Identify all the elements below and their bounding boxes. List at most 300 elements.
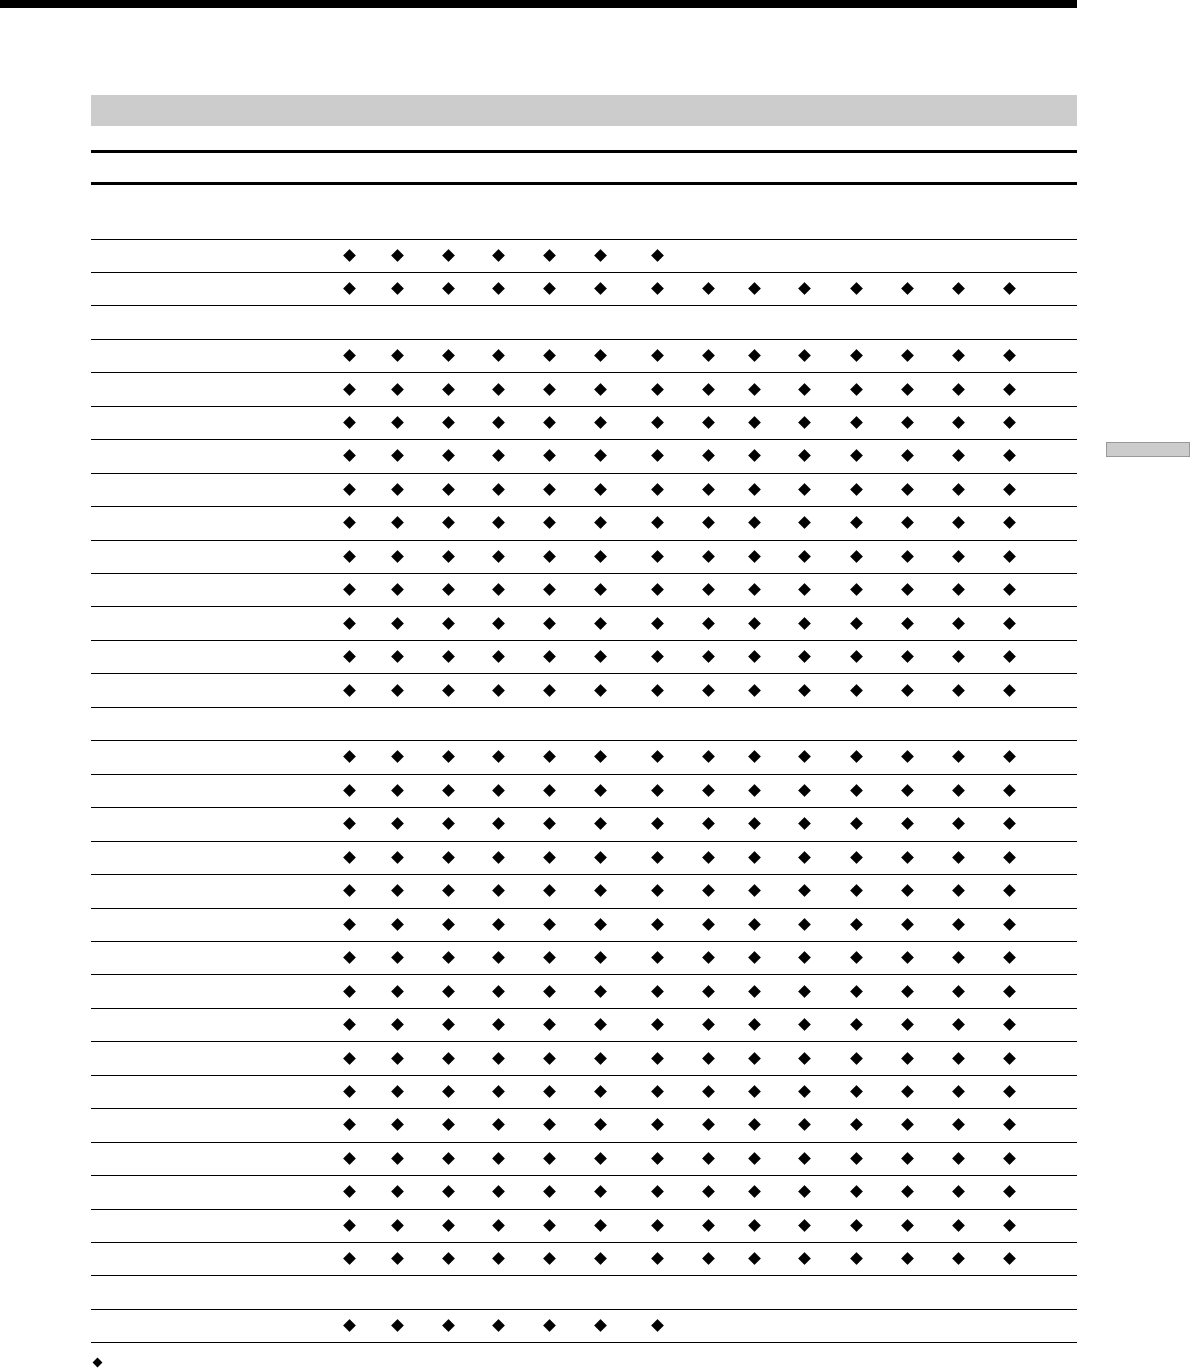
diamond-icon: [543, 249, 556, 262]
diamond-icon: [952, 951, 965, 964]
diamond-icon: [748, 416, 761, 429]
diamond-icon: [798, 282, 811, 295]
diamond-icon: [651, 784, 664, 797]
diamond-icon: [442, 684, 455, 697]
diamond-icon: [702, 851, 715, 864]
diamond-icon: [702, 918, 715, 931]
diamond-icon: [651, 383, 664, 396]
diamond-icon: [748, 750, 761, 763]
diamond-icon: [543, 817, 556, 830]
diamond-icon: [952, 550, 965, 563]
diamond-icon: [748, 951, 761, 964]
diamond-icon: [651, 951, 664, 964]
diamond-icon: [343, 851, 356, 864]
diamond-icon: [702, 282, 715, 295]
diamond-icon: [748, 817, 761, 830]
row-divider: [91, 1041, 1077, 1042]
diamond-icon: [748, 617, 761, 630]
diamond-icon: [594, 684, 607, 697]
diamond-icon: [492, 784, 505, 797]
diamond-icon: [798, 1085, 811, 1098]
diamond-icon: [442, 483, 455, 496]
diamond-icon: [391, 817, 404, 830]
diamond-icon: [442, 1185, 455, 1198]
diamond-icon: [748, 1219, 761, 1232]
diamond-icon: [492, 449, 505, 462]
diamond-icon: [850, 884, 863, 897]
diamond-icon: [748, 1185, 761, 1198]
diamond-icon: [492, 817, 505, 830]
diamond-icon: [901, 1252, 914, 1265]
diamond-icon: [798, 884, 811, 897]
diamond-icon: [651, 449, 664, 462]
diamond-icon: [798, 750, 811, 763]
diamond-icon: [543, 483, 556, 496]
row-divider: [91, 406, 1077, 407]
diamond-icon: [343, 383, 356, 396]
diamond-icon: [492, 249, 505, 262]
diamond-icon: [594, 449, 607, 462]
diamond-icon: [343, 516, 356, 529]
diamond-icon: [442, 918, 455, 931]
diamond-icon: [850, 617, 863, 630]
diamond-icon: [594, 1152, 607, 1165]
diamond-icon: [492, 583, 505, 596]
diamond-icon: [442, 1252, 455, 1265]
diamond-icon: [594, 1185, 607, 1198]
diamond-icon: [850, 784, 863, 797]
diamond-icon: [391, 1219, 404, 1232]
row-divider: [91, 372, 1077, 373]
row-divider: [91, 673, 1077, 674]
diamond-icon: [952, 449, 965, 462]
diamond-icon: [391, 1118, 404, 1131]
diamond-icon: [492, 1018, 505, 1031]
diamond-icon: [391, 1152, 404, 1165]
row-divider: [91, 1108, 1077, 1109]
diamond-icon: [492, 951, 505, 964]
diamond-icon: [1003, 1185, 1016, 1198]
diamond-icon: [651, 884, 664, 897]
diamond-icon: [901, 1219, 914, 1232]
diamond-icon: [543, 1118, 556, 1131]
diamond-icon: [901, 985, 914, 998]
diamond-icon: [651, 1152, 664, 1165]
row-divider: [91, 473, 1077, 474]
diamond-icon: [651, 750, 664, 763]
diamond-icon: [952, 1052, 965, 1065]
diamond-icon: [1003, 985, 1016, 998]
diamond-icon: [901, 449, 914, 462]
row-divider: [91, 1275, 1077, 1276]
diamond-icon: [543, 1085, 556, 1098]
diamond-icon: [702, 1052, 715, 1065]
diamond-icon: [748, 851, 761, 864]
diamond-icon: [702, 449, 715, 462]
diamond-icon: [594, 1052, 607, 1065]
diamond-icon: [492, 650, 505, 663]
diamond-icon: [1003, 1252, 1016, 1265]
diamond-icon: [543, 1219, 556, 1232]
diamond-icon: [798, 550, 811, 563]
diamond-icon: [651, 650, 664, 663]
diamond-icon: [850, 449, 863, 462]
diamond-icon: [1003, 1085, 1016, 1098]
diamond-icon: [543, 1319, 556, 1332]
diamond-icon: [1003, 383, 1016, 396]
diamond-icon: [391, 249, 404, 262]
diamond-icon: [748, 383, 761, 396]
row-divider: [91, 807, 1077, 808]
diamond-icon: [952, 851, 965, 864]
diamond-icon: [702, 416, 715, 429]
diamond-icon: [343, 650, 356, 663]
diamond-icon: [1003, 1118, 1016, 1131]
diamond-icon: [543, 650, 556, 663]
row-divider: [91, 1008, 1077, 1009]
diamond-icon: [702, 1018, 715, 1031]
diamond-icon: [543, 985, 556, 998]
diamond-icon: [391, 416, 404, 429]
diamond-icon: [850, 1185, 863, 1198]
diamond-icon: [543, 684, 556, 697]
diamond-icon: [748, 1252, 761, 1265]
diamond-icon: [1003, 282, 1016, 295]
diamond-icon: [391, 684, 404, 697]
diamond-icon: [543, 1052, 556, 1065]
diamond-icon: [594, 416, 607, 429]
diamond-icon: [543, 750, 556, 763]
row-divider: [91, 1309, 1077, 1310]
diamond-icon: [748, 449, 761, 462]
diamond-icon: [594, 918, 607, 931]
diamond-icon: [492, 1319, 505, 1332]
diamond-icon: [442, 449, 455, 462]
diamond-icon: [343, 249, 356, 262]
diamond-icon: [1003, 1219, 1016, 1232]
diamond-icon: [391, 516, 404, 529]
diamond-icon: [1003, 918, 1016, 931]
diamond-icon: [850, 817, 863, 830]
diamond-icon: [748, 282, 761, 295]
diamond-icon: [594, 1085, 607, 1098]
diamond-icon: [901, 1085, 914, 1098]
diamond-icon: [798, 516, 811, 529]
diamond-icon: [798, 617, 811, 630]
diamond-icon: [343, 1118, 356, 1131]
diamond-icon: [442, 817, 455, 830]
diamond-icon: [651, 1118, 664, 1131]
diamond-icon: [543, 851, 556, 864]
diamond-icon: [391, 282, 404, 295]
diamond-icon: [543, 349, 556, 362]
diamond-icon: [651, 985, 664, 998]
diamond-icon: [798, 483, 811, 496]
diamond-icon: [391, 1018, 404, 1031]
diamond-icon: [651, 851, 664, 864]
diamond-icon: [391, 583, 404, 596]
diamond-icon: [901, 817, 914, 830]
diamond-icon: [343, 750, 356, 763]
diamond-icon: [798, 851, 811, 864]
diamond-icon: [391, 1085, 404, 1098]
diamond-icon: [391, 750, 404, 763]
diamond-icon: [952, 383, 965, 396]
diamond-icon: [901, 583, 914, 596]
diamond-icon: [850, 851, 863, 864]
diamond-icon: [594, 516, 607, 529]
diamond-icon: [492, 383, 505, 396]
diamond-icon: [651, 349, 664, 362]
diamond-icon: [442, 249, 455, 262]
diamond-icon: [1003, 550, 1016, 563]
diamond-icon: [442, 349, 455, 362]
diamond-icon: [391, 1185, 404, 1198]
row-divider: [91, 874, 1077, 875]
diamond-icon: [850, 383, 863, 396]
diamond-icon: [594, 951, 607, 964]
diamond-icon: [702, 617, 715, 630]
diamond-icon: [1003, 817, 1016, 830]
diamond-icon: [543, 617, 556, 630]
diamond-icon: [798, 349, 811, 362]
diamond-icon: [594, 550, 607, 563]
diamond-icon: [442, 1118, 455, 1131]
diamond-icon: [651, 249, 664, 262]
diamond-icon: [798, 583, 811, 596]
diamond-icon: [901, 282, 914, 295]
diamond-icon: [798, 951, 811, 964]
diamond-icon: [343, 1018, 356, 1031]
diamond-icon: [594, 817, 607, 830]
diamond-icon: [594, 884, 607, 897]
diamond-icon: [952, 918, 965, 931]
diamond-icon: [901, 784, 914, 797]
diamond-icon: [594, 650, 607, 663]
diamond-icon: [952, 1152, 965, 1165]
diamond-icon: [702, 985, 715, 998]
diamond-icon: [391, 784, 404, 797]
diamond-icon: [391, 650, 404, 663]
diamond-icon: [702, 583, 715, 596]
diamond-icon: [543, 884, 556, 897]
diamond-icon: [492, 884, 505, 897]
diamond-icon: [850, 583, 863, 596]
diamond-icon: [651, 483, 664, 496]
diamond-icon: [702, 1185, 715, 1198]
diamond-icon: [702, 750, 715, 763]
diamond-icon: [1003, 617, 1016, 630]
diamond-icon: [492, 349, 505, 362]
diamond-icon: [93, 1358, 103, 1368]
diamond-icon: [543, 1252, 556, 1265]
diamond-icon: [543, 449, 556, 462]
diamond-icon: [543, 1185, 556, 1198]
diamond-icon: [1003, 750, 1016, 763]
diamond-icon: [594, 784, 607, 797]
row-divider: [91, 506, 1077, 507]
diamond-icon: [850, 1152, 863, 1165]
diamond-icon: [702, 1152, 715, 1165]
row-divider: [91, 239, 1077, 240]
diamond-icon: [543, 416, 556, 429]
diamond-icon: [702, 1118, 715, 1131]
diamond-icon: [343, 1152, 356, 1165]
diamond-icon: [702, 383, 715, 396]
diamond-icon: [952, 817, 965, 830]
legend: [91, 1356, 107, 1370]
diamond-icon: [343, 617, 356, 630]
diamond-icon: [1003, 483, 1016, 496]
diamond-icon: [850, 1219, 863, 1232]
diamond-icon: [594, 851, 607, 864]
diamond-icon: [901, 684, 914, 697]
diamond-icon: [442, 282, 455, 295]
diamond-icon: [651, 1185, 664, 1198]
diamond-icon: [952, 1219, 965, 1232]
diamond-icon: [343, 416, 356, 429]
row-divider: [91, 740, 1077, 741]
diamond-icon: [343, 550, 356, 563]
diamond-icon: [748, 684, 761, 697]
diamond-icon: [798, 449, 811, 462]
diamond-icon: [748, 1152, 761, 1165]
diamond-icon: [1003, 1018, 1016, 1031]
diamond-icon: [901, 650, 914, 663]
diamond-icon: [748, 349, 761, 362]
diamond-icon: [952, 1085, 965, 1098]
diamond-icon: [850, 750, 863, 763]
diamond-icon: [492, 1052, 505, 1065]
diamond-icon: [901, 516, 914, 529]
diamond-icon: [543, 951, 556, 964]
diamond-icon: [391, 1052, 404, 1065]
diamond-icon: [702, 349, 715, 362]
diamond-icon: [442, 851, 455, 864]
diamond-icon: [651, 1018, 664, 1031]
diamond-icon: [901, 1118, 914, 1131]
diamond-icon: [952, 1018, 965, 1031]
diamond-icon: [442, 383, 455, 396]
row-divider: [91, 573, 1077, 574]
diamond-icon: [492, 1118, 505, 1131]
diamond-icon: [901, 1152, 914, 1165]
row-divider: [91, 1242, 1077, 1243]
diamond-icon: [543, 516, 556, 529]
diamond-icon: [442, 985, 455, 998]
diamond-icon: [952, 282, 965, 295]
diamond-icon: [901, 349, 914, 362]
diamond-icon: [850, 1252, 863, 1265]
diamond-icon: [343, 817, 356, 830]
diamond-icon: [748, 1085, 761, 1098]
diamond-icon: [798, 650, 811, 663]
diamond-icon: [1003, 851, 1016, 864]
diamond-icon: [850, 1085, 863, 1098]
diamond-icon: [748, 650, 761, 663]
row-divider: [91, 1142, 1077, 1143]
diamond-icon: [492, 750, 505, 763]
diamond-icon: [492, 416, 505, 429]
diamond-icon: [1003, 1152, 1016, 1165]
diamond-icon: [391, 383, 404, 396]
diamond-icon: [748, 483, 761, 496]
diamond-icon: [442, 951, 455, 964]
diamond-icon: [748, 884, 761, 897]
diamond-icon: [901, 416, 914, 429]
diamond-icon: [594, 617, 607, 630]
diamond-icon: [1003, 516, 1016, 529]
diamond-icon: [952, 1185, 965, 1198]
diamond-icon: [1003, 884, 1016, 897]
diamond-icon: [391, 1319, 404, 1332]
diamond-icon: [798, 416, 811, 429]
diamond-icon: [952, 516, 965, 529]
diamond-icon: [901, 483, 914, 496]
diamond-icon: [702, 483, 715, 496]
diamond-icon: [492, 851, 505, 864]
diamond-icon: [594, 1118, 607, 1131]
diamond-icon: [952, 650, 965, 663]
diamond-icon: [952, 784, 965, 797]
diamond-icon: [798, 684, 811, 697]
diamond-icon: [798, 1118, 811, 1131]
diamond-icon: [651, 1052, 664, 1065]
diamond-icon: [543, 784, 556, 797]
row-divider: [91, 640, 1077, 641]
diamond-icon: [798, 1052, 811, 1065]
diamond-icon: [651, 583, 664, 596]
diamond-icon: [798, 1018, 811, 1031]
diamond-icon: [594, 249, 607, 262]
diamond-icon: [594, 1219, 607, 1232]
diamond-icon: [391, 550, 404, 563]
diamond-icon: [391, 918, 404, 931]
diamond-icon: [651, 1085, 664, 1098]
diamond-icon: [442, 784, 455, 797]
diamond-icon: [702, 951, 715, 964]
diamond-icon: [798, 1252, 811, 1265]
diamond-icon: [901, 750, 914, 763]
diamond-icon: [343, 1319, 356, 1332]
diamond-icon: [543, 918, 556, 931]
diamond-icon: [594, 349, 607, 362]
diamond-icon: [594, 583, 607, 596]
diamond-icon: [850, 684, 863, 697]
diamond-icon: [1003, 951, 1016, 964]
diamond-icon: [850, 416, 863, 429]
diamond-icon: [442, 1219, 455, 1232]
row-divider: [91, 1209, 1077, 1210]
diamond-icon: [442, 416, 455, 429]
diamond-icon: [748, 516, 761, 529]
diamond-icon: [492, 1185, 505, 1198]
diamond-icon: [952, 416, 965, 429]
diamond-icon: [651, 550, 664, 563]
row-divider: [91, 1075, 1077, 1076]
diamond-icon: [343, 282, 356, 295]
row-divider: [91, 774, 1077, 775]
diamond-icon: [901, 550, 914, 563]
diamond-icon: [1003, 416, 1016, 429]
diamond-icon: [702, 1219, 715, 1232]
diamond-icon: [798, 918, 811, 931]
diamond-icon: [748, 784, 761, 797]
diamond-icon: [391, 449, 404, 462]
diamond-icon: [594, 750, 607, 763]
diamond-icon: [492, 1152, 505, 1165]
diamond-icon: [391, 985, 404, 998]
